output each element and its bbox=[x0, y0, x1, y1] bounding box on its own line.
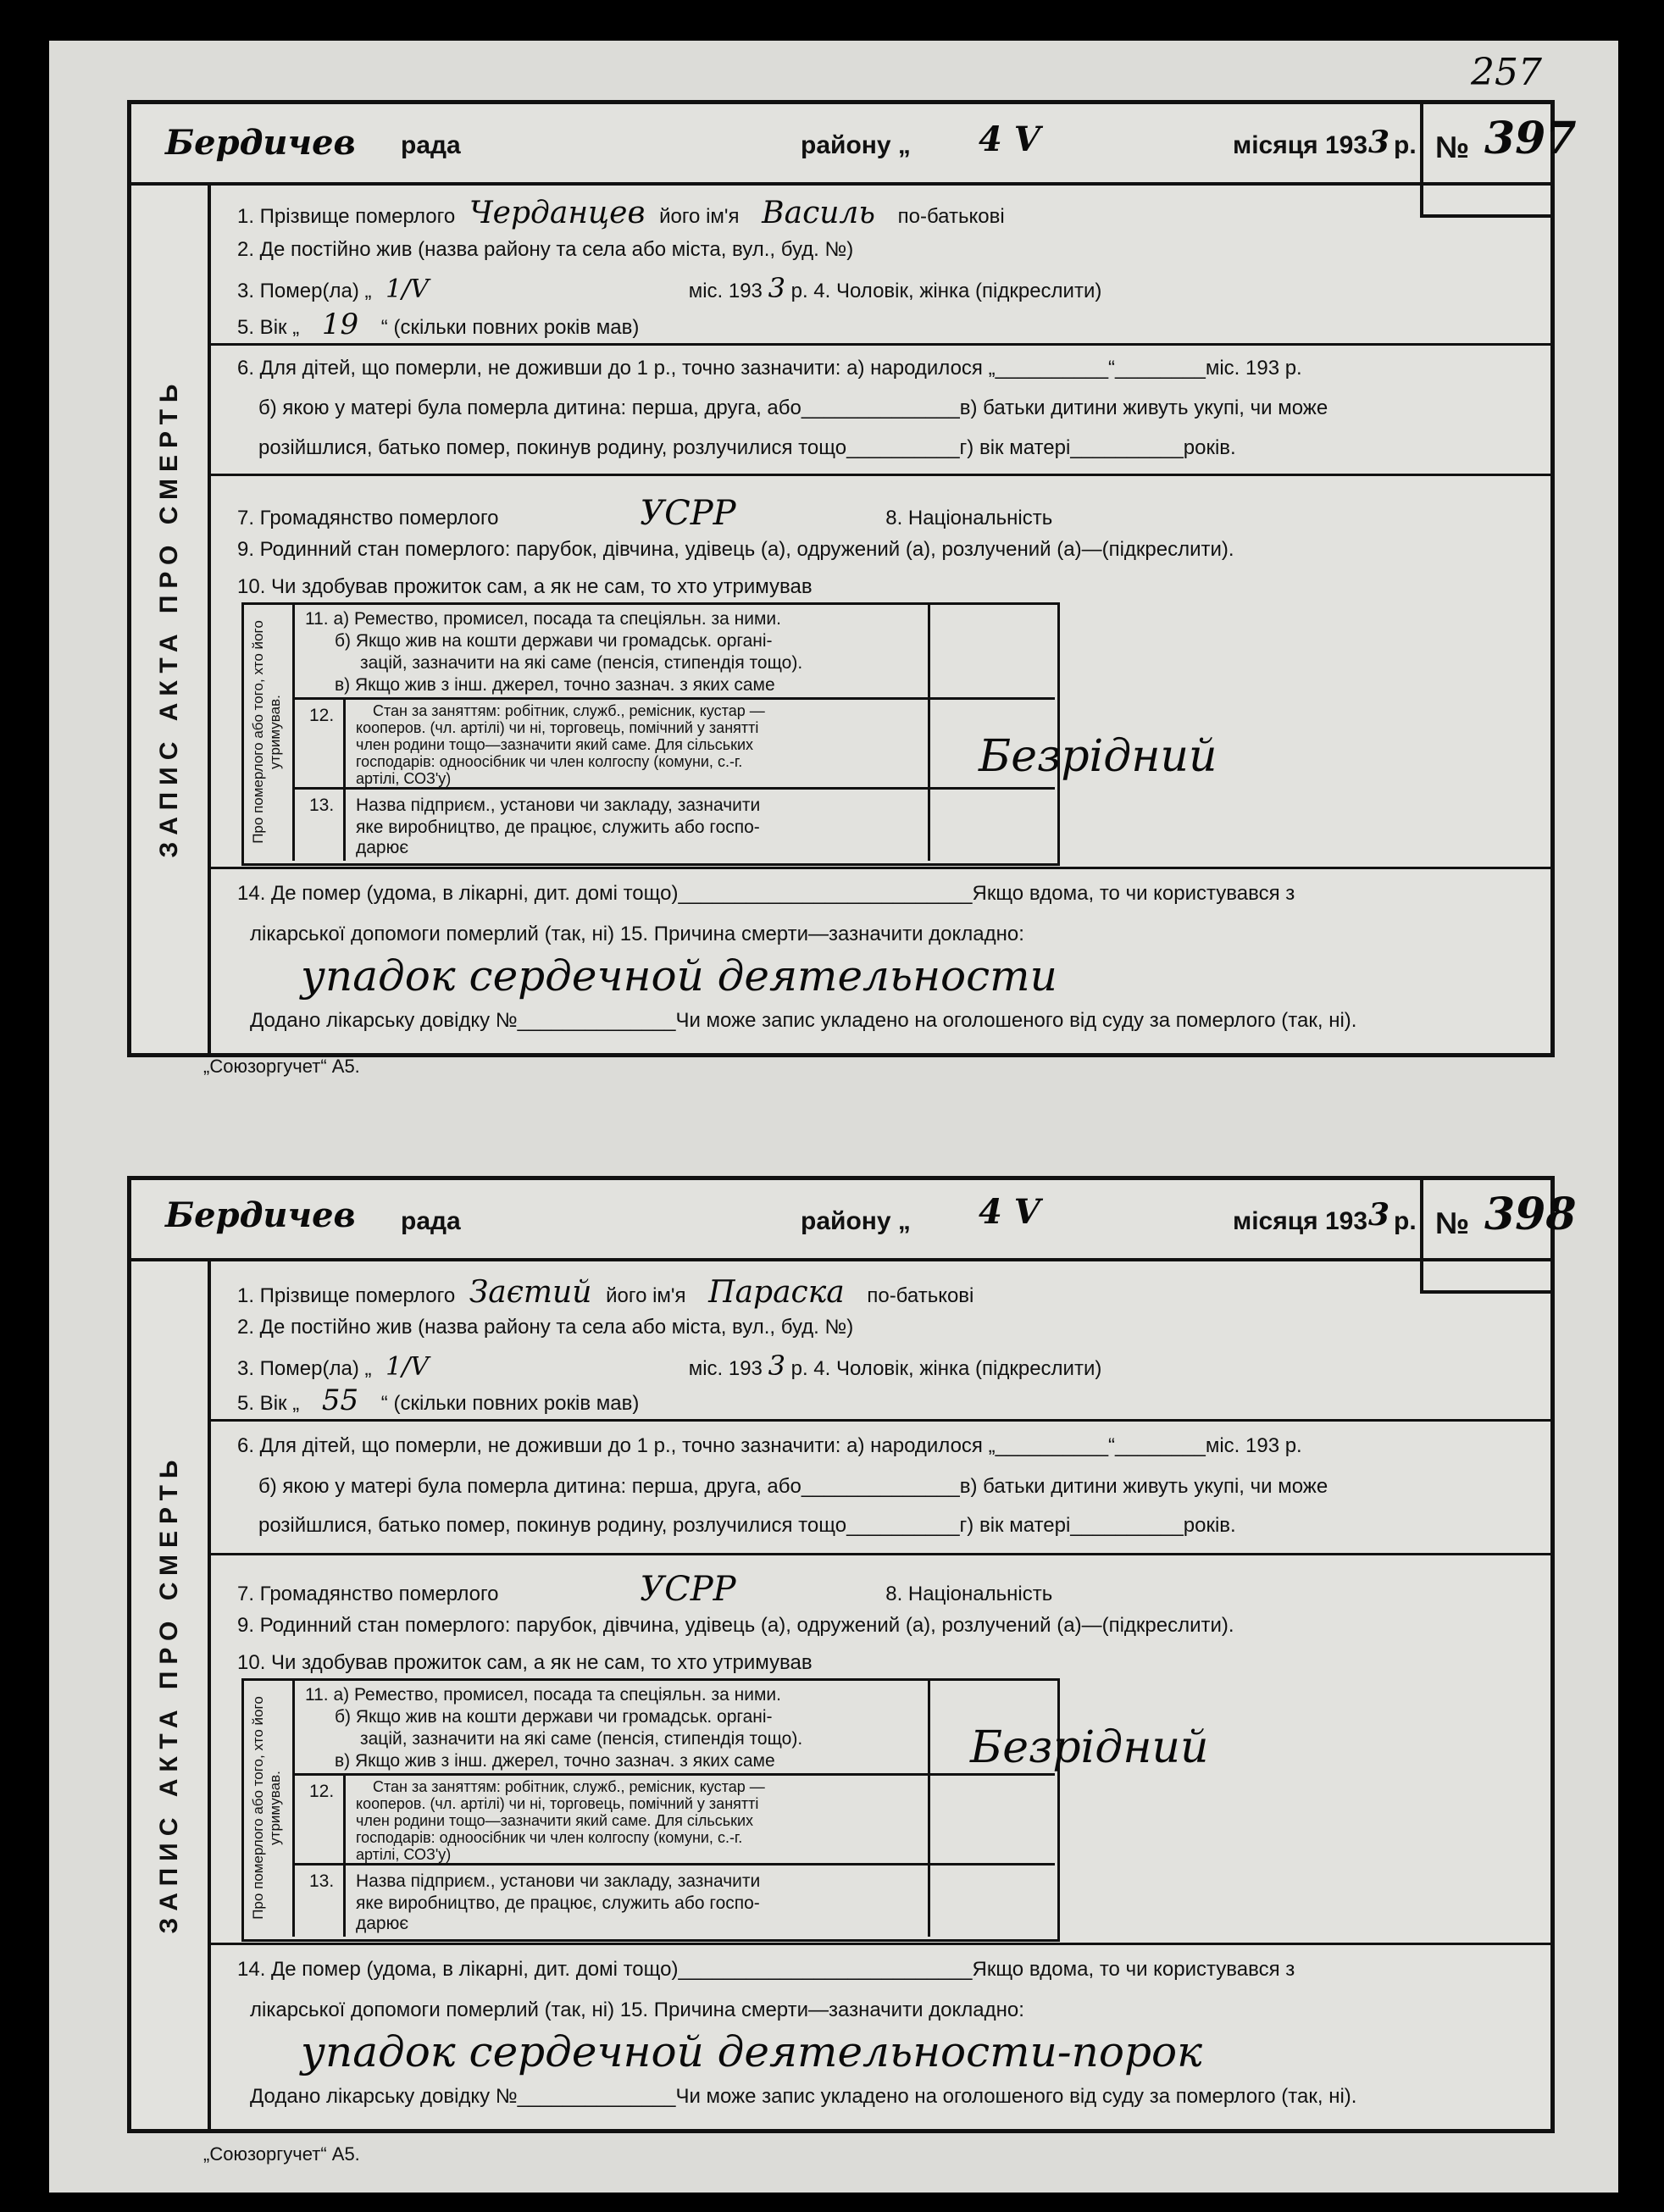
divider bbox=[208, 1943, 1550, 1945]
rada-label: рада bbox=[401, 1207, 461, 1235]
record-number-box bbox=[1420, 1180, 1577, 1294]
row-11c: в) Якщо жив з інш. джерел, точно зазнач. з яких саме bbox=[335, 675, 775, 695]
age-label: 5. Вік „ bbox=[237, 316, 300, 339]
occupation-handwritten: Безрідний bbox=[970, 1722, 1209, 1773]
row-12d: господарів: одноосібник чи член колгоспу (комуни, с.-г. bbox=[356, 753, 743, 770]
line-5 bbox=[237, 308, 639, 341]
age-handwritten: 55 bbox=[321, 1383, 359, 1417]
sub-side-title: Про померлого або того, хто його утримував. bbox=[250, 619, 283, 844]
death-year-handwritten: 3 bbox=[768, 1350, 785, 1382]
rada-handwritten: Бердичев bbox=[165, 1195, 356, 1235]
citizenship-label: 7. Громадянство померлого bbox=[237, 1583, 499, 1605]
line-2: 2. Де постійно жив (назва району та села або міста, вул., буд. №) bbox=[237, 238, 854, 261]
age-label: 5. Вік „ bbox=[237, 1392, 300, 1415]
rada-label: рада bbox=[401, 131, 461, 159]
line-6a: 6. Для дітей, що померли, не доживши до 1 р., точно зазначити: а) народилося „__________“________міс. 193 р. bbox=[237, 1434, 1302, 1457]
name-label: його ім'я bbox=[606, 1284, 686, 1307]
line-last: Додано лікарську довідку №______________Чи може запис укладено на оголошеного від суду за померлого (так, ні). bbox=[250, 2085, 1357, 2108]
sex-label: р. 4. Чоловік, жінка (підкреслити) bbox=[790, 280, 1102, 302]
line-9: 9. Родинний стан померлого: парубок, дівчина, удівець (а), одружений (а), розлучений (а)—(підкреслити). bbox=[237, 1614, 1234, 1637]
table-divider bbox=[928, 602, 930, 861]
number-label: № bbox=[1435, 130, 1470, 164]
row-13c: дарює bbox=[356, 838, 409, 857]
divider bbox=[208, 1419, 1550, 1422]
month-label: місяця 193 bbox=[1233, 131, 1368, 159]
rayon-label: району „ bbox=[801, 131, 911, 159]
row-12-number: 12. bbox=[309, 1782, 335, 1801]
citizenship-label: 7. Громадянство померлого bbox=[237, 507, 499, 529]
row-11b2: зацій, зазначити на які саме (пенсія, стипендія тощо). bbox=[360, 653, 803, 673]
row-13c: дарює bbox=[356, 1914, 409, 1933]
line-10: 10. Чи здобував прожиток сам, а як не сам, то хто утримував bbox=[237, 1651, 813, 1674]
line-6b: б) якою у матері була померла дитина: перша, друга, або______________в) батьки дитини живуть укупі, чи може bbox=[258, 396, 1328, 419]
cause-handwritten: упадок сердечной деятельности bbox=[301, 951, 1057, 1001]
name-handwritten: Параска bbox=[708, 1275, 845, 1310]
row-13-number: 13. bbox=[309, 796, 335, 815]
divider bbox=[208, 474, 1550, 476]
row-12a: Стан за заняттям: робітник, служб., ремісник, кустар — bbox=[373, 702, 765, 719]
side-title: ЗАПИС АКТА ПРО СМЕРТЬ bbox=[155, 1453, 183, 1934]
record-number-handwritten: 398 bbox=[1484, 1189, 1577, 1240]
table-divider bbox=[292, 1863, 1055, 1866]
line-3 bbox=[237, 272, 1101, 304]
line-1 bbox=[237, 1275, 973, 1310]
table-divider bbox=[292, 1773, 1055, 1776]
divider bbox=[208, 1553, 1550, 1555]
surname-label: 1. Прізвище померлого bbox=[237, 1284, 456, 1307]
death-date-label: 3. Помер(ла) „ bbox=[237, 1357, 372, 1380]
table-divider bbox=[343, 1773, 346, 1937]
number-label: № bbox=[1435, 1206, 1470, 1240]
form-header bbox=[131, 104, 1550, 186]
line-9: 9. Родинний стан померлого: парубок, дівчина, удівець (а), одружений (а), розлучений (а)—(підкреслити). bbox=[237, 538, 1234, 561]
death-record-form-2 bbox=[127, 1176, 1577, 2133]
line-14b: лікарської допомоги померлий (так, ні) 15. Причина смерти—зазначити докладно: bbox=[250, 923, 1024, 945]
year-handwritten: 3 bbox=[1368, 1197, 1390, 1233]
month-label: місяця 193 bbox=[1233, 1207, 1368, 1235]
footer-mark: „Союзоргучет“ А5. bbox=[203, 2143, 360, 2165]
page-number-handwritten: 257 bbox=[1471, 51, 1542, 94]
line-7 bbox=[237, 494, 1052, 533]
table-divider bbox=[343, 697, 346, 861]
death-date-label: 3. Помер(ла) „ bbox=[237, 280, 372, 302]
death-date-handwritten: 1/V bbox=[385, 274, 430, 304]
nationality-label: 8. Національність bbox=[885, 507, 1053, 529]
row-13-number: 13. bbox=[309, 1871, 335, 1891]
divider bbox=[208, 867, 1550, 869]
r-label: р. bbox=[1394, 1207, 1417, 1235]
line-5 bbox=[237, 1383, 639, 1417]
row-11b: б) Якщо жив на кошти держави чи громадськ. органі- bbox=[335, 631, 773, 651]
row-13b: яке виробництво, де працює, служить або госпо- bbox=[356, 1893, 760, 1913]
year-handwritten: 3 bbox=[1368, 125, 1390, 160]
row-11b: б) Якщо жив на кошти держави чи громадськ. органі- bbox=[335, 1707, 773, 1727]
age-handwritten: 19 bbox=[321, 308, 359, 341]
row-12d: господарів: одноосібник чи член колгоспу (комуни, с.-г. bbox=[356, 1829, 743, 1846]
line-14b: лікарської допомоги померлий (так, ні) 15. Причина смерти—зазначити докладно: bbox=[250, 1999, 1024, 2021]
line-3 bbox=[237, 1350, 1101, 1382]
side-title: ЗАПИС АКТА ПРО СМЕРТЬ bbox=[155, 377, 183, 858]
side-title-band bbox=[131, 182, 211, 1053]
line-7 bbox=[237, 1570, 1052, 1609]
sub-side-title: Про померлого або того, хто його утримував. bbox=[250, 1695, 283, 1920]
line-14a: 14. Де помер (удома, в лікарні, дит. домі тощо)__________________________Якщо вдома, то чи користувався з bbox=[237, 1958, 1295, 1981]
rayon-label: району „ bbox=[801, 1207, 911, 1235]
citizenship-handwritten: УСРР bbox=[640, 494, 736, 533]
surname-label: 1. Прізвище померлого bbox=[237, 205, 456, 228]
row-11b2: зацій, зазначити на які саме (пенсія, стипендія тощо). bbox=[360, 1729, 803, 1749]
month-year-label: міс. 193 bbox=[688, 280, 763, 302]
footer-mark: „Союзоргучет“ А5. bbox=[203, 1056, 360, 1077]
row-12a: Стан за заняттям: робітник, служб., ремісник, кустар — bbox=[373, 1778, 765, 1795]
month-year-label: міс. 193 bbox=[688, 1357, 763, 1380]
surname-handwritten: Черданцев bbox=[469, 196, 646, 230]
line-6c: розійшлися, батько помер, покинув родину, розлучилися тощо__________г) вік матері__________років. bbox=[258, 436, 1236, 459]
table-divider bbox=[292, 697, 1055, 700]
row-12b: кооперов. (чл. артілі) чи ні, торговець, помічний у занятті bbox=[356, 719, 759, 736]
line-2: 2. Де постійно жив (назва району та села або міста, вул., буд. №) bbox=[237, 1316, 854, 1339]
cause-handwritten: упадок сердечной деятельности-порок bbox=[301, 2027, 1202, 2076]
rada-handwritten: Бердичев bbox=[165, 123, 356, 163]
row-13b: яке виробництво, де працює, служить або госпо- bbox=[356, 818, 760, 837]
patronymic-label: по-батькові bbox=[897, 205, 1005, 228]
surname-handwritten: Заєтий bbox=[469, 1275, 592, 1310]
line-6a: 6. Для дітей, що померли, не доживши до 1 р., точно зазначити: а) народилося „__________“________міс. 193 р. bbox=[237, 357, 1302, 380]
row-12b: кооперов. (чл. артілі) чи ні, торговець, помічний у занятті bbox=[356, 1795, 759, 1812]
age-note: “ (скільки повних років мав) bbox=[380, 1392, 640, 1415]
line-10: 10. Чи здобував прожиток сам, а як не сам, то хто утримував bbox=[237, 575, 813, 598]
patronymic-label: по-батькові bbox=[867, 1284, 974, 1307]
sex-label: р. 4. Чоловік, жінка (підкреслити) bbox=[790, 1357, 1102, 1380]
line-14a: 14. Де помер (удома, в лікарні, дит. домі тощо)__________________________Якщо вдома, то чи користувався з bbox=[237, 882, 1295, 905]
table-divider bbox=[928, 1678, 930, 1937]
death-date-handwritten: 1/V bbox=[385, 1352, 430, 1382]
row-11a: 11. а) Ремество, промисел, посада та спеціяльн. за ними. bbox=[305, 1685, 781, 1705]
name-handwritten: Василь bbox=[762, 196, 875, 230]
row-12c: член родини тощо—зазначити який саме. Для сільських bbox=[356, 736, 754, 753]
day-handwritten: 4 V bbox=[979, 119, 1040, 159]
side-title-band bbox=[131, 1258, 211, 2129]
line-6c: розійшлися, батько помер, покинув родину, розлучилися тощо__________г) вік матері__________років. bbox=[258, 1514, 1236, 1537]
age-note: “ (скільки повних років мав) bbox=[380, 316, 640, 339]
line-6b: б) якою у матері була померла дитина: перша, друга, або______________в) батьки дитини живуть укупі, чи може bbox=[258, 1475, 1328, 1498]
row-12c: член родини тощо—зазначити який саме. Для сільських bbox=[356, 1812, 754, 1829]
row-11c: в) Якщо жив з інш. джерел, точно зазнач. з яких саме bbox=[335, 1751, 775, 1771]
r-label: р. bbox=[1394, 131, 1417, 159]
citizenship-handwritten: УСРР bbox=[640, 1570, 736, 1609]
row-12-number: 12. bbox=[309, 706, 335, 725]
line-1 bbox=[237, 196, 1005, 230]
day-handwritten: 4 V bbox=[979, 1192, 1040, 1232]
nationality-label: 8. Національність bbox=[885, 1583, 1053, 1605]
table-divider bbox=[292, 787, 1055, 790]
death-year-handwritten: 3 bbox=[768, 272, 785, 304]
death-record-form-1 bbox=[127, 100, 1577, 1057]
line-last: Додано лікарську довідку №______________Чи може запис укладено на оголошеного від суду за померлого (так, ні). bbox=[250, 1009, 1357, 1032]
divider bbox=[208, 343, 1550, 346]
row-11a: 11. а) Ремество, промисел, посада та спеціяльн. за ними. bbox=[305, 609, 781, 629]
record-number-handwritten: 397 bbox=[1484, 113, 1577, 164]
row-12e: артілі, СОЗ'у) bbox=[356, 770, 452, 787]
form-header bbox=[131, 1180, 1550, 1261]
row-13a: Назва підприєм., установи чи закладу, зазначити bbox=[356, 796, 761, 815]
record-number-box bbox=[1420, 104, 1577, 218]
occupation-handwritten: Безрідний bbox=[979, 731, 1217, 782]
row-13a: Назва підприєм., установи чи закладу, зазначити bbox=[356, 1871, 761, 1891]
row-12e: артілі, СОЗ'у) bbox=[356, 1846, 452, 1863]
name-label: його ім'я bbox=[659, 205, 740, 228]
